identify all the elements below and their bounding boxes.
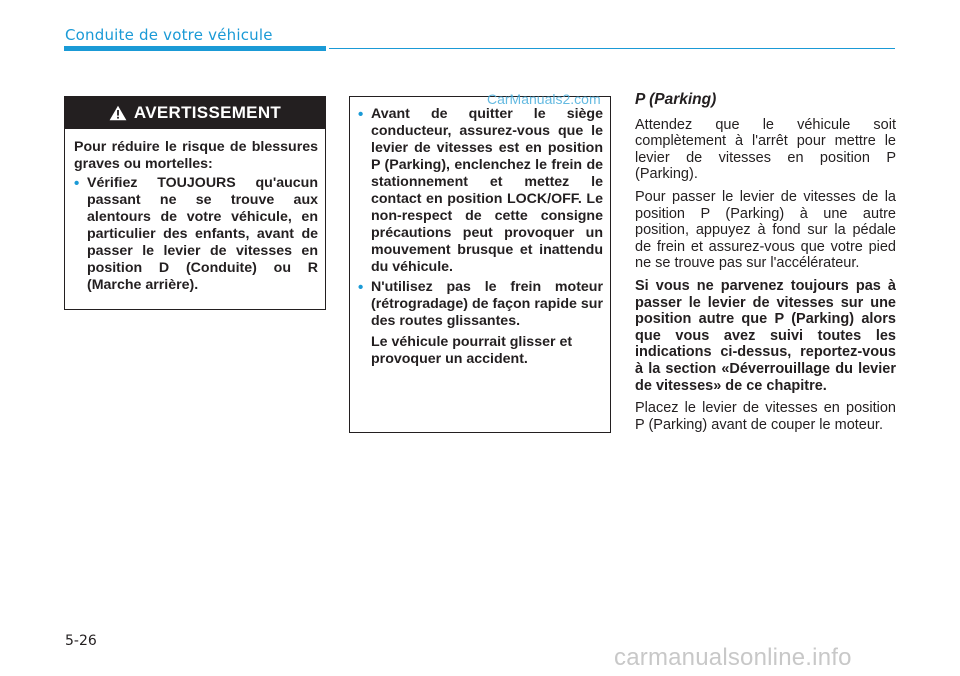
paragraph: Attendez que le véhicule soit complètement à l'arrêt pour mettre le levier de vitesses en position P (Parking). (635, 116, 896, 183)
warning-header (65, 97, 325, 129)
paragraph: Pour passer le levier de vitesses de la position P (Parking) à une autre position, appuyez à fond sur la pédale de frein et assurez-vous que votre pied ne se trouve pas sur l'accélérateur. (635, 188, 896, 272)
warning-triangle-icon (109, 105, 127, 121)
watermark: CarManuals2.com (487, 91, 601, 107)
section-title: Conduite de votre véhicule (65, 26, 273, 44)
header-rule-thin (329, 48, 895, 49)
bullet-dot: • (74, 175, 80, 192)
section-heading: P (Parking) (635, 91, 717, 108)
caution-bullet-1 (358, 106, 603, 276)
caution-bullet-text: N'utilisez pas le frein moteur (rétrogradage) de façon rapide sur des routes glissantes. (371, 279, 603, 329)
bold-paragraph: Si vous ne parvenez toujours pas à passer le levier de vitesses sur une position autre que P (Parking) alors que vous avez suivi toutes les indications ci-dessus, reportez-vous à la section «Déverrouillage du levier de vitesses» de ce chapitre. (635, 277, 896, 394)
warning-bullet-text: Vérifiez TOUJOURS qu'aucun passant ne se trouve aux alentours de votre véhicule, en particulier des enfants, avant de passer le levier de vitesses en position D (Conduite) ou R (Marche arrière). (87, 175, 318, 293)
bullet-dot: • (358, 279, 364, 296)
warning-intro: Pour réduire le risque de blessures graves ou mortelles: (74, 139, 318, 172)
warning-title: AVERTISSEMENT (133, 103, 282, 122)
parking-section (635, 92, 896, 439)
header-rule-thick (64, 46, 326, 51)
warning-box (64, 96, 326, 310)
caution-bullet-2 (358, 279, 603, 330)
warning-bullet (74, 175, 318, 294)
caution-note: Le véhicule pourrait glisser et provoquer un accident. (371, 334, 573, 367)
footer-brand-link[interactable]: carmanualsonline.info (614, 644, 852, 671)
bullet-dot: • (358, 106, 364, 123)
page-number: 5-26 (65, 633, 97, 649)
caution-bullet-text: Avant de quitter le siège conducteur, assurez-vous que le levier de vitesses est en position P (Parking), enclenchez le frein de stationnement et mettez le contact en position LOCK/OFF. Le non-respect de cette consigne précautions peut provoquer un mouvement brusque et inattendu du véhicule. (371, 106, 603, 275)
warning-body (65, 129, 325, 294)
paragraph: Placez le levier de vitesses en position P (Parking) avant de couper le moteur. (635, 400, 896, 433)
caution-box (349, 96, 611, 433)
